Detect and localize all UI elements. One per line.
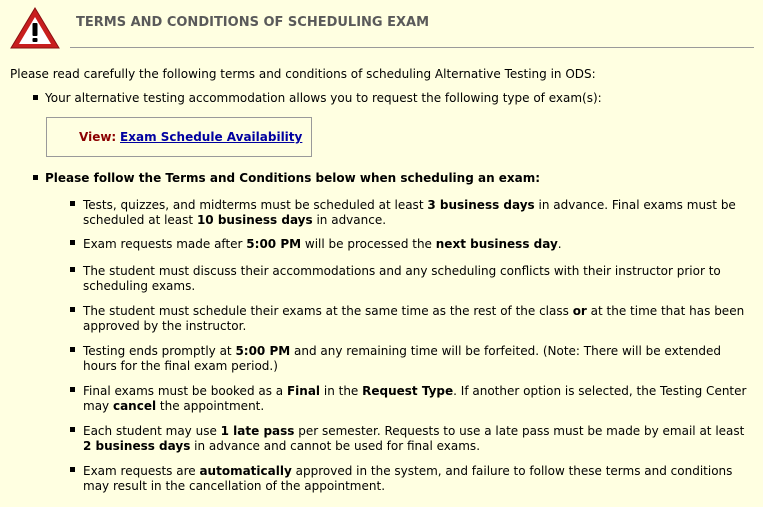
term-segment: in advance. Final exams must be scheduled at least [83, 198, 736, 227]
term-text [83, 384, 753, 414]
term-text [83, 198, 753, 228]
follow-heading-item [33, 171, 540, 185]
term-segment: The student must discuss their accommodations and any scheduling conflicts with their instructor prior to scheduling exams. [83, 264, 721, 293]
title-divider [70, 47, 754, 48]
bullet-icon [70, 347, 75, 352]
warning-icon [9, 6, 61, 50]
term-segment: per semester. Requests to use a late pass must be made by email at least [294, 424, 745, 438]
view-row [79, 130, 302, 144]
term-segment: Each student may use [83, 424, 221, 438]
page-title: TERMS AND CONDITIONS OF SCHEDULING EXAM [76, 15, 430, 30]
term-segment: approved in the system, and failure to follow these terms and conditions may result in the cancellation of the appointment. [83, 464, 733, 493]
term-emphasis: 5:00 PM [235, 344, 291, 358]
term-emphasis: 5:00 PM [246, 237, 302, 251]
bullet-icon [33, 175, 38, 180]
term-segment: in advance and cannot be used for final exams. [190, 439, 481, 453]
intro-text: Please read carefully the following terms and conditions of scheduling Alternative Testing in ODS: [10, 67, 596, 81]
term-emphasis: 1 late pass [220, 424, 295, 438]
term-segment: at the time that has been approved by the instructor. [83, 304, 745, 333]
accommodation-item [33, 91, 602, 105]
term-emphasis: next business day [435, 237, 558, 251]
term-emphasis: cancel [112, 399, 157, 413]
view-label: View: [79, 130, 117, 144]
bullet-icon [70, 427, 75, 432]
follow-heading: Please follow the Terms and Conditions below when scheduling an exam: [45, 171, 541, 185]
term-emphasis: 3 business days [427, 198, 535, 212]
bullet-icon [70, 467, 75, 472]
view-box [46, 117, 312, 157]
term-segment: in advance. [312, 213, 387, 227]
term-emphasis: automatically [199, 464, 292, 478]
bullet-icon [70, 307, 75, 312]
term-text [83, 344, 753, 374]
term-segment: Exam requests are [83, 464, 200, 478]
bullet-icon [70, 201, 75, 206]
term-emphasis: 2 business days [83, 439, 191, 453]
term-text [83, 464, 753, 494]
bullet-icon [70, 387, 75, 392]
term-segment: will be processed the [301, 237, 436, 251]
term-text [83, 237, 753, 252]
term-segment: and any remaining time will be forfeited. (Note: There will be extended hours for the final exam period.) [83, 344, 721, 373]
term-segment: Exam requests made after [83, 237, 247, 251]
exam-schedule-availability-link[interactable]: Exam Schedule Availability [120, 130, 303, 144]
accommodation-text: Your alternative testing accommodation allows you to request the following type of exam(s): [45, 91, 602, 105]
term-emphasis: Final [286, 384, 321, 398]
term-segment: in the [320, 384, 363, 398]
term-emphasis: or [572, 304, 587, 318]
bullet-icon [70, 267, 75, 272]
term-segment: Testing ends promptly at [83, 344, 236, 358]
term-text [83, 304, 753, 334]
term-segment: . If another option is selected, the Testing Center may [83, 384, 747, 413]
term-text [83, 424, 753, 454]
term-segment: Final exams must be booked as a [83, 384, 287, 398]
term-segment: The student must schedule their exams at the same time as the rest of the class [83, 304, 573, 318]
term-segment: the appointment. [156, 399, 265, 413]
bullet-icon [70, 240, 75, 245]
term-segment: . [557, 237, 562, 251]
term-emphasis: Request Type [362, 384, 454, 398]
term-emphasis: 10 business days [196, 213, 313, 227]
bullet-icon [33, 95, 38, 100]
term-segment: Tests, quizzes, and midterms must be scheduled at least [83, 198, 428, 212]
term-text [83, 264, 753, 294]
